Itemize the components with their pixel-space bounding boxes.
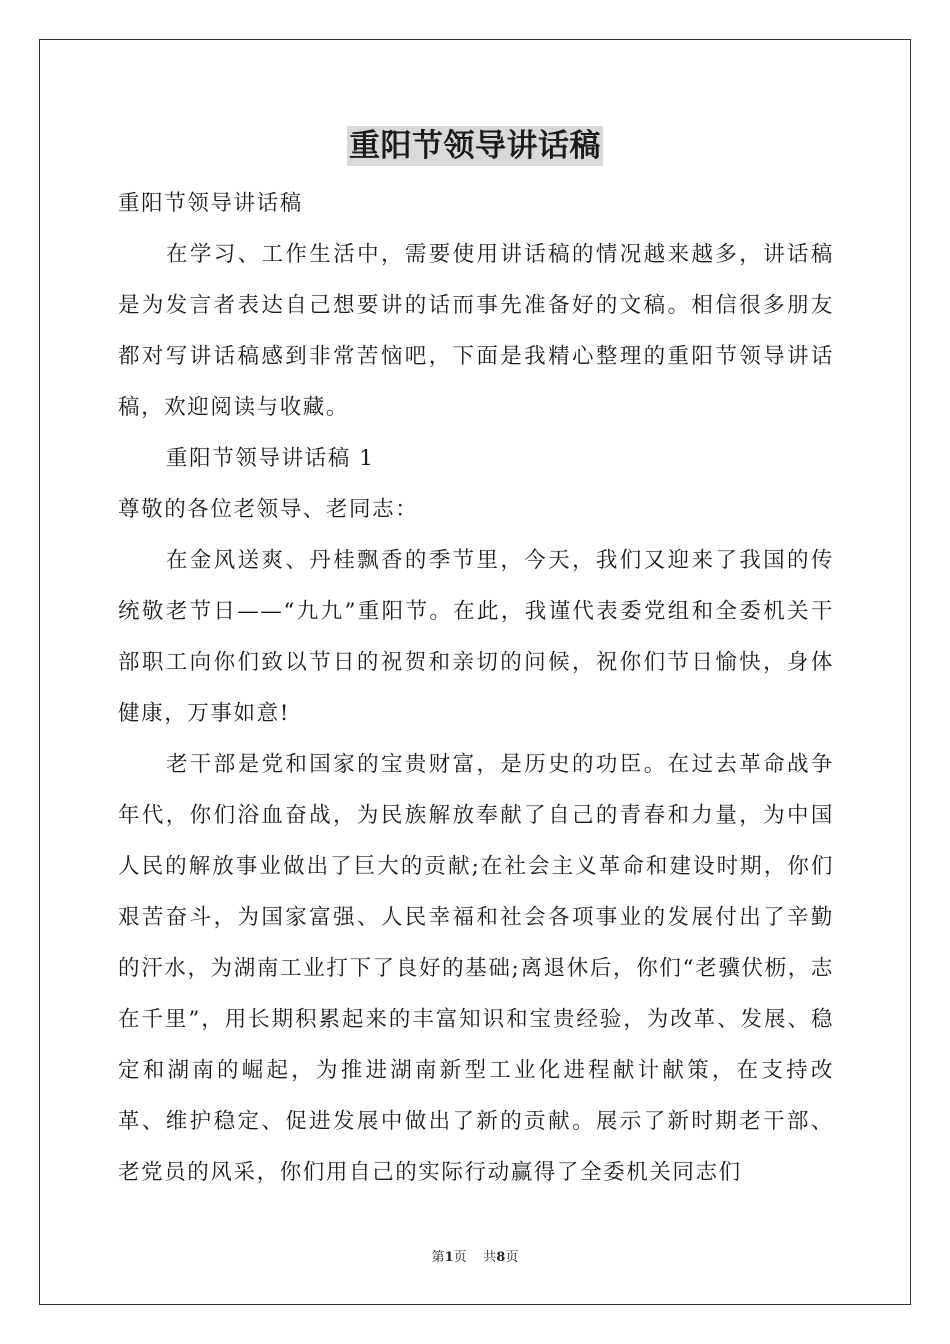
page-footer (0, 1246, 950, 1265)
footer-total-pages: 8 (496, 1250, 506, 1265)
paragraph-greeting: 在金风送爽、丹桂飘香的季节里，今天，我们又迎来了我国的传统敬老节日——“九九”重阳节。在此，我谨代表委党组和全委机关干部职工向你们致以节日的祝贺和亲切的问候，祝你们节日愉快，身体健康，万事如意! (118, 548, 834, 726)
paragraph-subtitle: 重阳节领导讲话稿 (118, 191, 303, 216)
document-body (118, 178, 834, 1198)
document-title: 重阳节领导讲话稿 (349, 128, 601, 164)
footer-page-number: 1 (444, 1250, 454, 1265)
footer-total-suffix: 页 (505, 1250, 519, 1265)
paragraph-salutation: 尊敬的各位老领导、老同志： (118, 497, 419, 522)
footer-page-suffix: 页 (453, 1250, 467, 1265)
footer-total-prefix: 共 (483, 1250, 497, 1265)
paragraph-intro: 在学习、工作生活中，需要使用讲话稿的情况越来越多，讲话稿是为发言者表达自己想要讲的话而事先准备好的文稿。相信很多朋友都对写讲话稿感到非常苦恼吧，下面是我精心整理的重阳节领导讲话稿，欢迎阅读与收藏。 (118, 242, 834, 420)
paragraph-section-heading: 重阳节领导讲话稿 1 (166, 446, 375, 471)
paragraph-body: 老干部是党和国家的宝贵财富，是历史的功臣。在过去革命战争年代，你们浴血奋战，为民族解放奉献了自己的青春和力量，为中国人民的解放事业做出了巨大的贡献;在社会主义革命和建设时期，你们艰苦奋斗，为国家富强、人民幸福和社会各项事业的发展付出了辛勤的汗水，为湖南工业打下了良好的基础;离退休后，你们“老骥伏枥，志在千里”，用长期积累起来的丰富知识和宝贵经验，为改革、发展、稳定和湖南的崛起，为推进湖南新型工业化进程献计献策，在支持改革、维护稳定、促进发展中做出了新的贡献。展示了新时期老干部、老党员的风采，你们用自己的实际行动赢得了全委机关同志们 (118, 752, 834, 1185)
title-wrap (0, 126, 950, 166)
footer-prefix: 第 (431, 1250, 445, 1265)
